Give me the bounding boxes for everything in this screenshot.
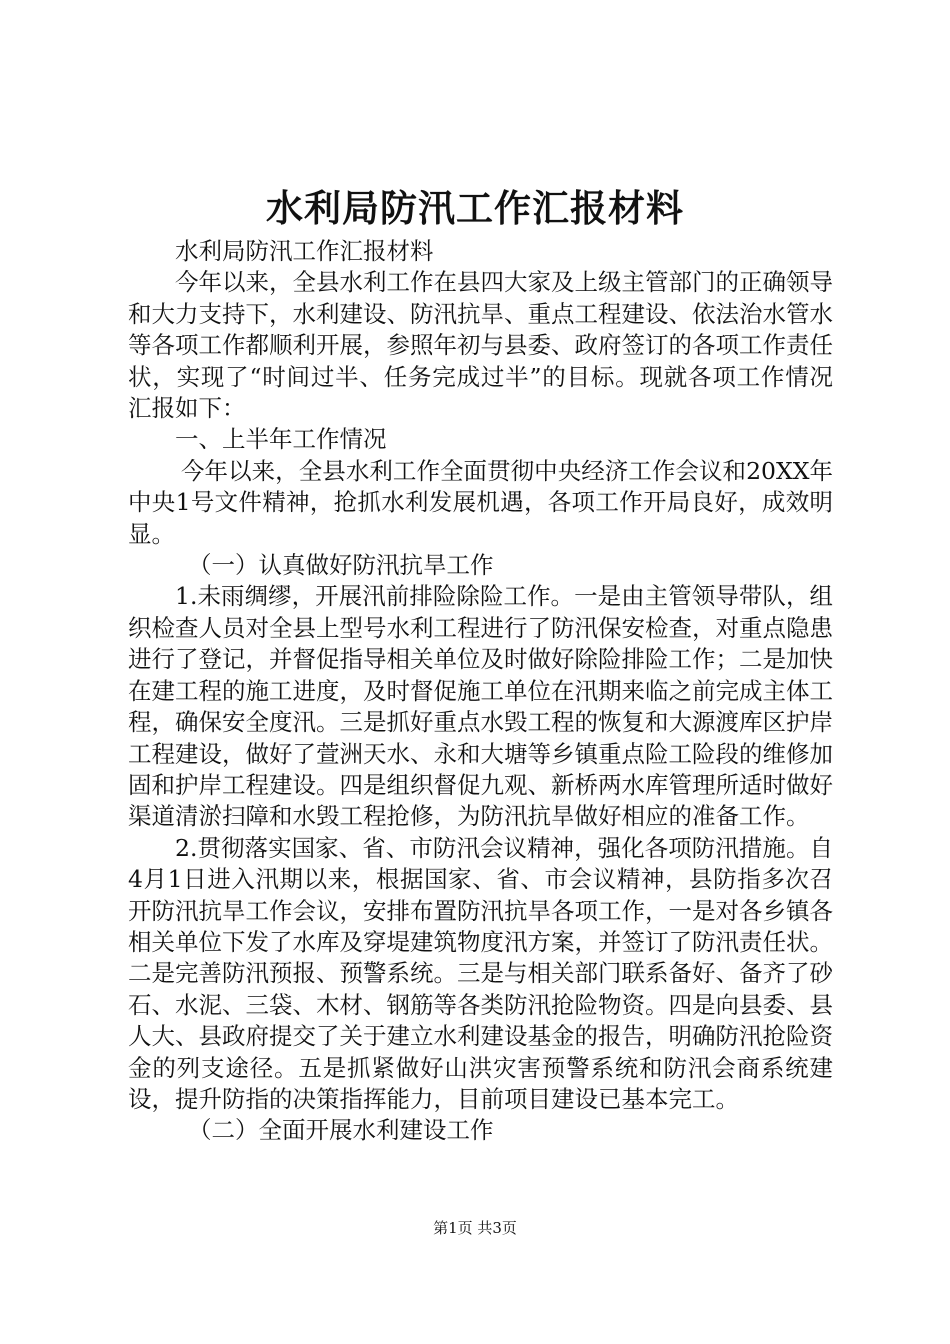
paragraph: 水利局防汛工作汇报材料 — [175, 237, 434, 265]
subsection-heading: （一）认真做好防汛抗旱工作 — [188, 551, 494, 580]
paragraph: 今年以来，全县水利工作全面贯彻中央经济工作会议和20XX年中央1号文件精神，抢抓水利发展机遇，各项工作开局良好，成效明显。 — [128, 456, 833, 548]
subsection-heading: （二）全面开展水利建设工作 — [188, 1116, 494, 1145]
document-body — [128, 236, 833, 1147]
paragraph: 2.贯彻落实国家、省、市防汛会议精神，强化各项防汛措施。自4月1日进入汛期以来，根据国家、省、市会议精神，县防指多次召开防汛抗旱工作会议，安排布置防汛抗旱各项工作，一是对各乡镇各相关单位下发了水库及穿堤建筑物度汛方案，并签订了防汛责任状。二是完善防汛预报、预警系统。三是与相关部门联系备好、备齐了砂石、水泥、三袋、木材、钢筋等各类防汛抢险物资。四是向县委、县人大、县政府提交了关于建立水利建设基金的报告，明确防汛抢险资金的列支途径。五是抓紧做好山洪灾害预警系统和防汛会商系统建设，提升防指的决策指挥能力，目前项目建设已基本完工。 — [128, 833, 833, 1113]
document-title: 水利局防汛工作汇报材料 — [266, 186, 684, 230]
page-number-footer: 第1页 共3页 — [433, 1219, 517, 1237]
paragraph: 今年以来，全县水利工作在县四大家及上级主管部门的正确领导和大力支持下，水利建设、防汛抗旱、重点工程建设、依法治水管水等各项工作都顺利开展，参照年初与县委、政府签订的各项工作责任状，实现了“时间过半、任务完成过半”的目标。现就各项工作情况汇报如下： — [128, 268, 833, 423]
section-heading: 一、上半年工作情况 — [175, 425, 387, 454]
paragraph: 1.未雨绸缪，开展汛前排险除险工作。一是由主管领导带队，组织检查人员对全县上型号水利工程进行了防汛保安检查，对重点隐患进行了登记，并督促指导相关单位及时做好除险排险工作；二是加快在建工程的施工进度，及时督促施工单位在汛期来临之前完成主体工程，确保安全度汛。三是抓好重点水毁工程的恢复和大源渡库区护岸工程建设，做好了萱洲天水、永和大塘等乡镇重点险工险段的维修加固和护岸工程建设。四是组织督促九观、新桥两水库管理所适时做好渠道清淤扫障和水毁工程抢修，为防汛抗旱做好相应的准备工作。 — [128, 582, 833, 831]
